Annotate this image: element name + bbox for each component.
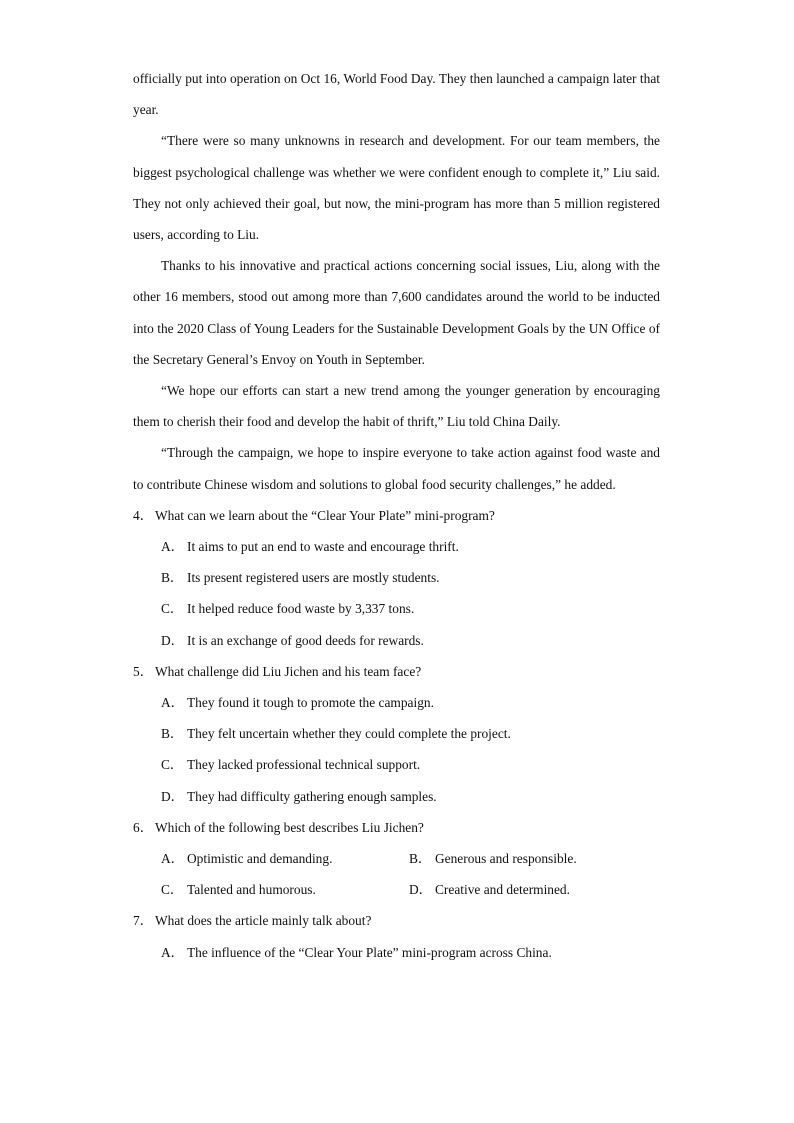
option-letter: A．: [161, 539, 185, 555]
passage-paragraph: Thanks to his innovative and practical actions concerning social issues, Liu, along with the other 16 members, stood out among more than 7,600 candidates around the world to be inducted into the 2020 Class of Young Leaders for the Sustainable Development Goals by the UN Office of the Secretary General’s Envoy on Youth in September.: [133, 258, 660, 367]
option-text: The influence of the “Clear Your Plate” mini-program across China.: [187, 944, 552, 960]
option-letter: D．: [161, 632, 185, 648]
option-letter: A．: [161, 851, 185, 867]
option-text: It is an exchange of good deeds for rewards.: [187, 632, 424, 648]
option-a: [133, 531, 660, 562]
question-number: 4．: [133, 507, 154, 523]
option-row: [133, 843, 660, 874]
option-letter: B．: [161, 570, 184, 586]
option-text: Talented and humorous.: [187, 882, 316, 898]
question-stem: [133, 500, 660, 531]
option-text: They had difficulty gathering enough samples.: [187, 788, 437, 804]
option-text: They found it tough to promote the campaign.: [187, 695, 434, 711]
passage-paragraph: officially put into operation on Oct 16, World Food Day. They then launched a campaign later that year.: [133, 71, 660, 118]
document-content: [133, 63, 660, 968]
option-a: [133, 687, 660, 718]
option-b: [133, 562, 660, 593]
question-stem: [133, 905, 660, 936]
option-letter: A．: [161, 944, 185, 960]
option-d: [133, 781, 660, 812]
option-c: [133, 593, 660, 624]
option-c: [133, 749, 660, 780]
option-text: Optimistic and demanding.: [187, 851, 333, 867]
passage-paragraph: “There were so many unknowns in research and development. For our team members, the biggest psychological challenge was whether we were confident enough to complete it,” Liu said. They not only achieved their goal, but now, the mini-program has more than 5 million registered users, according to Liu.: [133, 133, 660, 243]
question-4: [133, 500, 660, 656]
option-letter: B．: [161, 726, 184, 742]
option-b: [409, 843, 657, 874]
option-text: It helped reduce food waste by 3,337 tons.: [187, 601, 415, 617]
question-number: 5．: [133, 663, 154, 679]
option-letter: C．: [161, 601, 184, 617]
option-text: Creative and determined.: [435, 882, 570, 898]
option-b: [133, 718, 660, 749]
option-letter: C．: [161, 882, 184, 898]
option-letter: B．: [409, 851, 432, 867]
option-text: It aims to put an end to waste and encourage thrift.: [187, 539, 459, 555]
question-stem: [133, 812, 660, 843]
passage-paragraph: “Through the campaign, we hope to inspire everyone to take action against food waste and to contribute Chinese wisdom and solutions to global food security challenges,” he added.: [133, 445, 660, 492]
question-number: 7．: [133, 913, 154, 929]
option-letter: D．: [409, 882, 433, 898]
option-text: They felt uncertain whether they could complete the project.: [187, 726, 511, 742]
passage-paragraph: “We hope our efforts can start a new trend among the younger generation by encouraging them to cherish their food and develop the habit of thrift,” Liu told China Daily.: [133, 383, 660, 430]
option-text: They lacked professional technical support.: [187, 757, 421, 773]
option-letter: D．: [161, 788, 185, 804]
option-a: [161, 843, 409, 874]
question-number: 6．: [133, 819, 154, 835]
option-d: [409, 874, 657, 905]
question-text: What challenge did Liu Jichen and his team face?: [155, 663, 422, 679]
option-a: [133, 937, 660, 968]
question-7: [133, 905, 660, 967]
question-text: What does the article mainly talk about?: [155, 913, 372, 929]
question-text: Which of the following best describes Liu Jichen?: [155, 819, 424, 835]
option-text: Generous and responsible.: [435, 851, 577, 867]
option-c: [161, 874, 409, 905]
option-text: Its present registered users are mostly students.: [187, 570, 440, 586]
question-text: What can we learn about the “Clear Your Plate” mini-program?: [155, 507, 495, 523]
question-stem: [133, 656, 660, 687]
question-6: [133, 812, 660, 906]
question-5: [133, 656, 660, 812]
option-d: [133, 625, 660, 656]
option-row: [133, 874, 660, 905]
option-letter: C．: [161, 757, 184, 773]
option-letter: A．: [161, 695, 185, 711]
